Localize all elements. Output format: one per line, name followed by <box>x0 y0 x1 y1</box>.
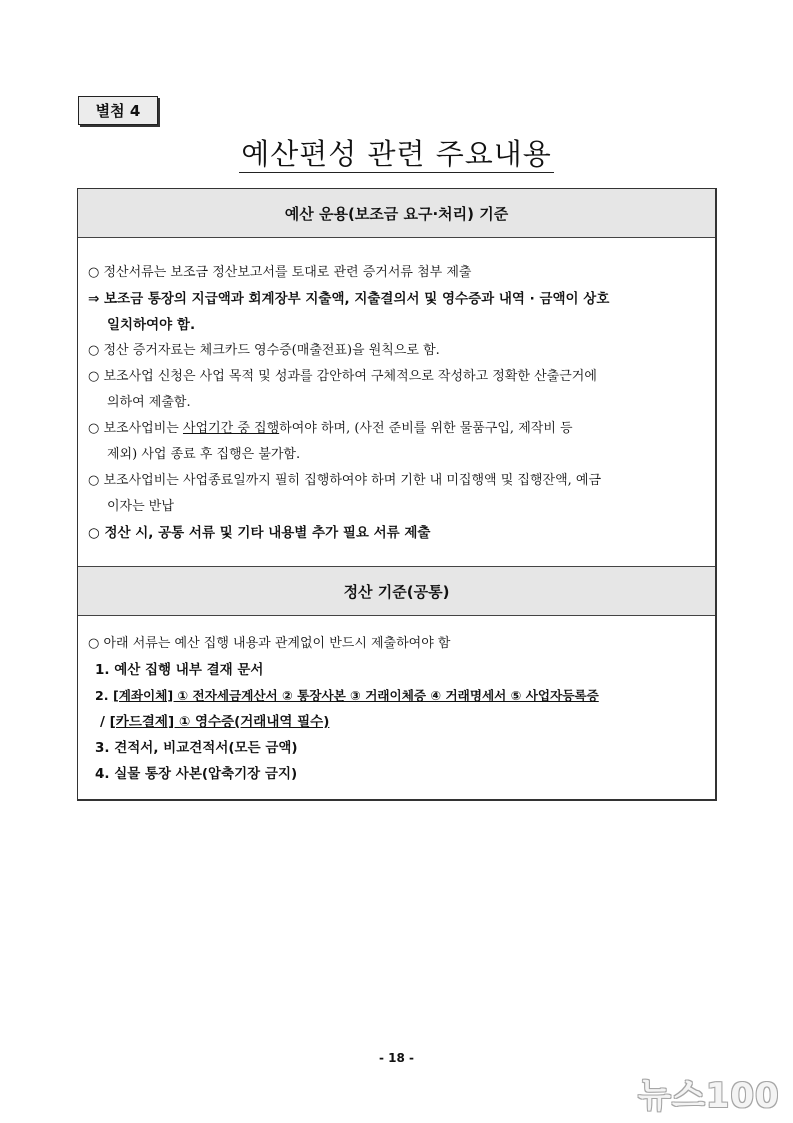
s2-line-2: 1. 예산 집행 내부 결재 문서 <box>95 662 264 678</box>
s1-line-7-underlined: 사업기간 중 집행 <box>182 421 280 436</box>
s2-line-6: 4. 실물 통장 사본(압축기장 금지) <box>95 766 298 782</box>
s1-line-8: 제외) 사업 종료 후 집행은 불가함. <box>107 447 301 462</box>
section2-header <box>78 566 715 616</box>
section1-header <box>78 189 715 238</box>
s1-line-5: ○ 보조사업 신청은 사업 목적 및 성과를 감안하여 구체적으로 작성하고 정확한 산출근거에 <box>88 369 597 384</box>
attachment-tag <box>78 96 158 125</box>
s2-line-3-underlined: [계좌이체] ① 전자세금계산서 ② 통장사본 ③ 거래이체증 ④ 거래명세서 ⑤ 사업자등록증 <box>112 688 599 703</box>
attachment-tag-label: 별첨 4 <box>95 102 141 120</box>
s1-line-6: 의하여 제출함. <box>107 395 191 410</box>
s2-line-4-underlined: [카드결제] ① 영수증(거래내역 필수) <box>109 714 330 730</box>
s1-line-4: ○ 정산 증거자료는 체크카드 영수증(매출전표)을 원칙으로 함. <box>88 343 440 358</box>
section2-header-text: 정산 기준(공통) <box>343 582 450 601</box>
s1-line-9: ○ 보조사업비는 사업종료일까지 필히 집행하여야 하며 기한 내 미집행액 및 집행잔액, 예금 <box>88 473 602 488</box>
s1-line-3: 일치하여야 함. <box>107 317 196 333</box>
s1-line-10: 이자는 반납 <box>107 499 174 514</box>
s2-line-5: 3. 견적서, 비교견적서(모든 금액) <box>95 740 298 756</box>
page-title-text: 예산편성 관련 주요내용 <box>241 137 552 171</box>
s1-line-7 <box>88 420 573 438</box>
s1-line-1: ○ 정산서류는 보조금 정산보고서를 토대로 관련 증거서류 첨부 제출 <box>88 265 472 280</box>
page-title <box>0 132 793 173</box>
watermark-logo: 뉴스100 <box>638 1076 780 1116</box>
s1-line-2: ⇒ 보조금 통장의 지급액과 회계장부 지출액, 지출결의서 및 영수증과 내역 · 금액이 상호 <box>88 291 610 307</box>
s1-line-11: ○ 정산 시, 공통 서류 및 기타 내용별 추가 필요 서류 제출 <box>88 525 431 541</box>
content-box <box>77 188 717 801</box>
s1-line-7c: 하여야 하며, (사전 준비를 위한 물품구입, 제작비 등 <box>279 421 573 436</box>
s2-line-1: ○ 아래 서류는 예산 집행 내용과 관계없이 반드시 제출하여야 함 <box>88 636 451 651</box>
s1-line-7a: ○ 보조사업비는 <box>88 421 183 436</box>
s2-line-3a: 2. <box>95 688 113 703</box>
section1-header-text: 예산 운용(보조금 요구·처리) 기준 <box>284 204 509 223</box>
s2-line-4a: / <box>100 714 110 730</box>
s2-line-3 <box>95 687 599 705</box>
s2-line-4 <box>100 713 329 731</box>
page-number: - 18 - <box>378 1051 414 1065</box>
